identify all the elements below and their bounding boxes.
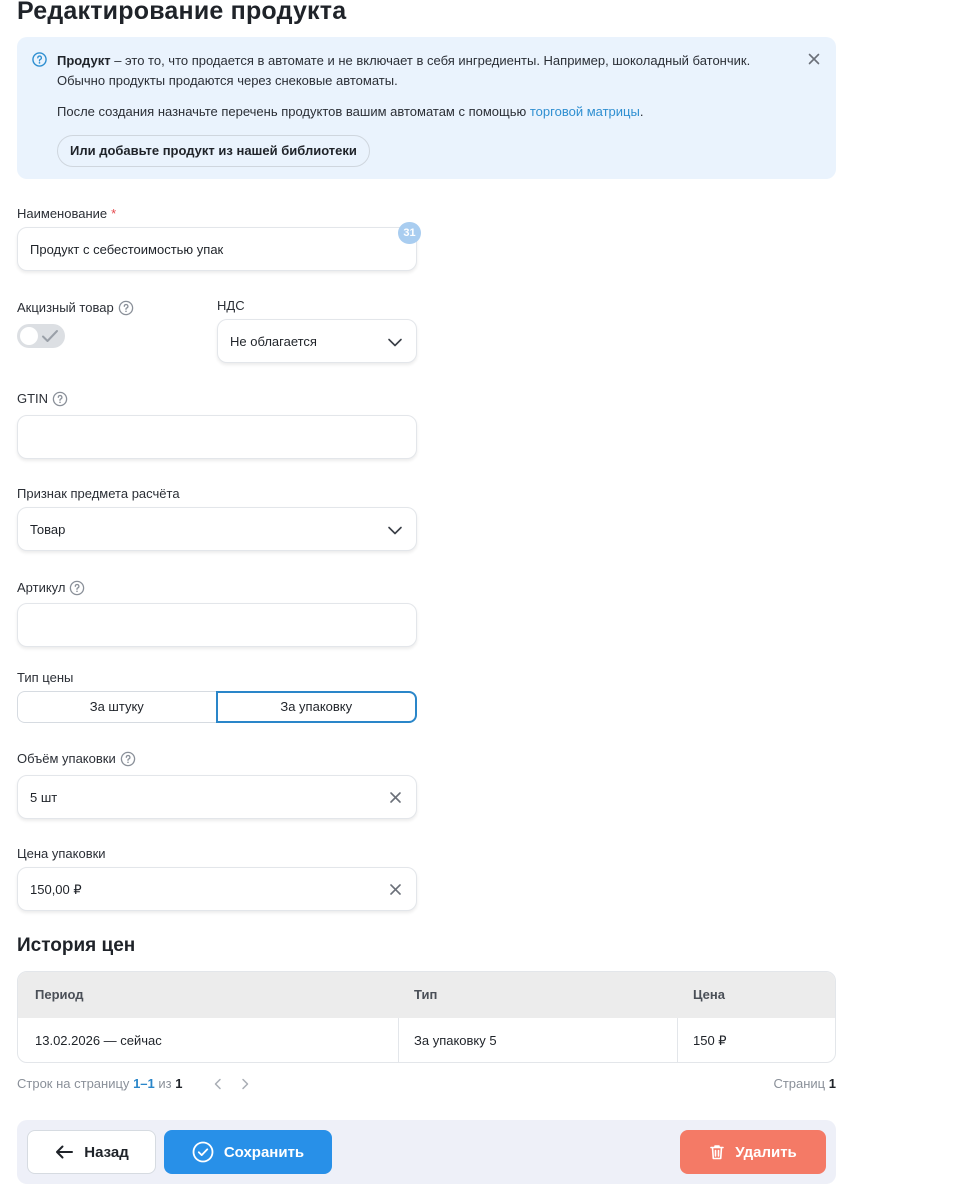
column-header-price[interactable]: Цена — [693, 987, 725, 1002]
trash-icon — [709, 1143, 725, 1161]
pages-count: 1 — [828, 1076, 836, 1091]
row-price: 150 ₽ — [693, 1033, 727, 1048]
article-input[interactable] — [17, 603, 417, 647]
name-label-text: Наименование — [17, 206, 108, 221]
question-circle-icon — [32, 52, 47, 67]
name-input[interactable] — [17, 227, 417, 271]
pack-price-input[interactable] — [17, 867, 417, 911]
column-header-type[interactable]: Тип — [414, 987, 438, 1002]
rows-total: 1 — [175, 1076, 183, 1091]
gtin-input[interactable] — [17, 415, 417, 459]
info-banner — [17, 37, 836, 179]
rows-per-page-label: Строк на страницу — [17, 1076, 130, 1091]
price-history-table — [17, 971, 836, 1063]
gtin-label — [17, 391, 68, 407]
info-description — [57, 51, 797, 91]
char-counter-badge: 31 — [398, 222, 421, 244]
help-icon[interactable] — [52, 391, 68, 407]
help-icon[interactable] — [120, 751, 136, 767]
table-header — [18, 972, 835, 1018]
close-icon[interactable] — [806, 51, 822, 67]
article-label-text: Артикул — [17, 580, 66, 595]
info-matrix-hint — [57, 103, 643, 121]
payment-subject-label: Признак предмета расчёта — [17, 486, 180, 501]
check-icon — [41, 329, 59, 343]
row-type: За упаковку 5 — [414, 1033, 497, 1048]
save-button-label: Сохранить — [223, 1143, 305, 1161]
name-input-value: Продукт с себестоимостью упак — [30, 242, 224, 257]
back-button[interactable] — [27, 1130, 156, 1174]
payment-subject-select[interactable] — [17, 507, 417, 551]
name-label — [17, 206, 116, 222]
help-icon[interactable] — [69, 580, 85, 596]
info-text: – это то, что продается в автомате и не включает в себя ингредиенты. Например, шоколадный батончик. Обычно продукты продаются через снековые автоматы. — [57, 53, 751, 88]
clear-icon[interactable] — [389, 883, 402, 896]
info-bold-term: Продукт — [57, 53, 111, 68]
payment-subject-value: Товар — [30, 522, 66, 537]
of-label: из — [158, 1076, 172, 1091]
column-divider — [398, 1018, 399, 1063]
info-text2: После создания назначьте перечень продуктов вашим автоматам с помощью — [57, 104, 530, 119]
article-label — [17, 580, 85, 596]
price-type-segmented-control — [17, 691, 417, 723]
column-divider — [677, 1018, 678, 1063]
rows-range[interactable]: 1–1 — [133, 1076, 155, 1091]
gtin-label-text: GTIN — [17, 391, 49, 406]
action-bar — [17, 1120, 836, 1184]
save-button[interactable] — [164, 1130, 332, 1174]
excise-toggle[interactable] — [17, 324, 65, 348]
chevron-down-icon — [386, 521, 404, 539]
page-title: Редактирование продукта — [17, 0, 347, 25]
add-from-library-button[interactable]: Или добавьте продукт из нашей библиотеки — [57, 135, 370, 167]
delete-button[interactable] — [680, 1130, 826, 1174]
price-history-title: История цен — [17, 935, 136, 956]
pack-volume-input[interactable] — [17, 775, 417, 819]
pack-price-label: Цена упаковки — [17, 846, 106, 861]
table-row — [18, 1018, 835, 1063]
check-circle-icon — [192, 1141, 214, 1163]
chevron-down-icon — [386, 333, 404, 351]
rows-per-page-info — [17, 1076, 182, 1092]
toggle-knob — [20, 327, 38, 345]
back-button-label: Назад — [84, 1143, 129, 1161]
vat-select[interactable] — [217, 319, 417, 363]
info-link-suffix: . — [639, 104, 644, 119]
price-type-per-item[interactable]: За штуку — [17, 691, 216, 723]
trade-matrix-link[interactable]: торговой матрицы — [529, 104, 640, 119]
chevron-right-icon[interactable] — [238, 1076, 252, 1092]
pages-label: Страниц — [773, 1076, 826, 1091]
help-icon[interactable] — [118, 300, 134, 316]
clear-icon[interactable] — [389, 791, 402, 804]
vat-label: НДС — [217, 298, 245, 313]
price-type-label: Тип цены — [17, 670, 74, 685]
price-type-per-pack[interactable]: За упаковку — [216, 691, 418, 723]
vat-select-value: Не облагается — [230, 334, 317, 349]
column-header-period[interactable]: Период — [35, 987, 84, 1002]
arrow-left-icon — [54, 1144, 74, 1160]
pages-info — [773, 1076, 836, 1092]
delete-button-label: Удалить — [735, 1143, 797, 1161]
row-period: 13.02.2026 — сейчас — [35, 1033, 162, 1048]
chevron-left-icon[interactable] — [211, 1076, 225, 1092]
pack-price-value: 150,00 ₽ — [30, 882, 82, 897]
pack-volume-value: 5 шт — [30, 790, 58, 805]
pack-volume-label — [17, 751, 136, 767]
excise-label — [17, 300, 134, 316]
pack-volume-label-text: Объём упаковки — [17, 751, 116, 766]
excise-label-text: Акцизный товар — [17, 300, 114, 315]
required-mark: * — [111, 206, 117, 221]
